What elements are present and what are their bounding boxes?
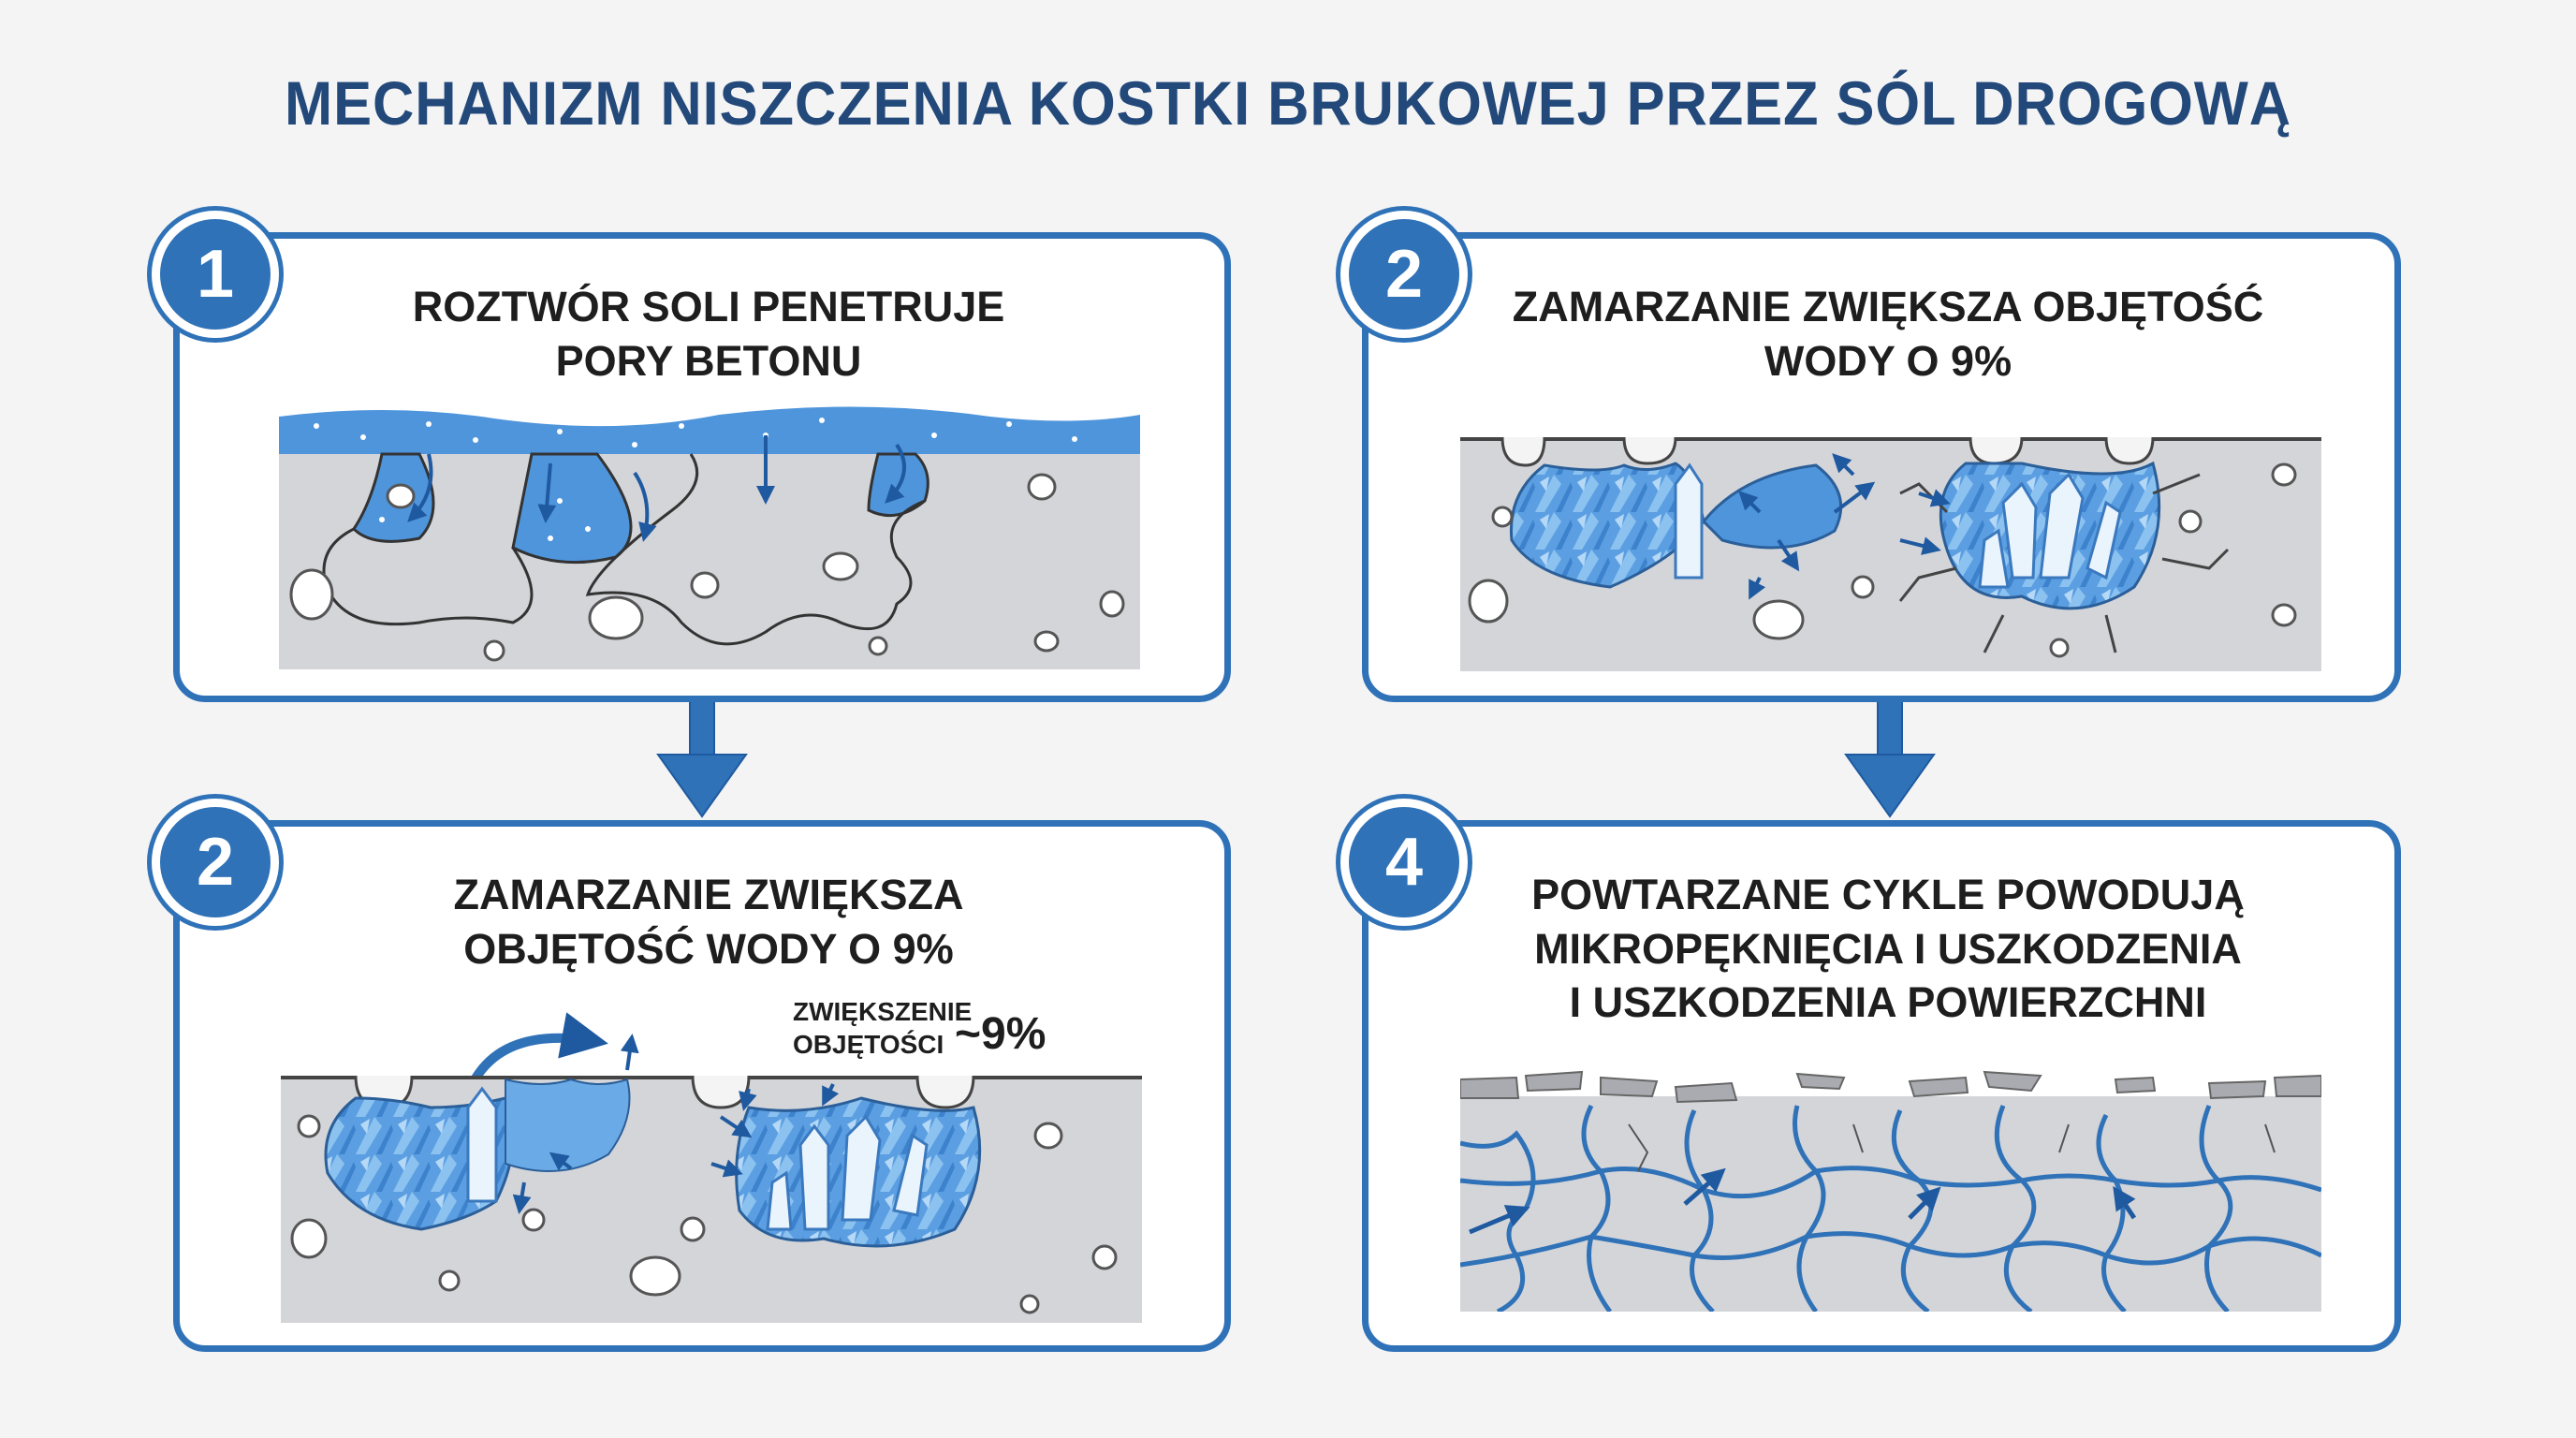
panel-3-title: ZAMARZANIE ZWIĘKSZA OBJĘTOŚĆ WODY O 9% xyxy=(453,871,964,973)
step-number-badge: 2 xyxy=(152,799,279,926)
panel-2-title: ZAMARZANIE ZWIĘKSZA OBJĘTOŚĆ WODY O 9% xyxy=(1512,283,2264,385)
panel-4-title: POWTARZANE CYKLE POWODUJĄ MIKROPĘKNIĘCIA I USZKODZENIA I USZKODZENIA POWIERZCHNI xyxy=(1531,871,2245,1027)
volume-increase-label: ZWIĘKSZENIE OBJĘTOŚCI xyxy=(793,997,973,1059)
freezing-illustration xyxy=(1460,437,2321,671)
panel-step-1 xyxy=(173,232,1231,702)
ice-expansion-illustration xyxy=(281,1005,1142,1323)
step-number-badge: 2 xyxy=(1340,211,1468,338)
flow-arrow-down-icon xyxy=(651,693,754,824)
step-number-badge: 1 xyxy=(152,211,279,338)
panel-step-2 xyxy=(1362,232,2401,702)
salt-penetration-illustration xyxy=(279,398,1140,669)
step-number-badge: 4 xyxy=(1340,799,1468,926)
volume-increase-value: ~9% xyxy=(955,1009,1046,1059)
page-title: MECHANIZM NISZCZENIA KOSTKI BRUKOWEJ PRZEZ SÓL DROGOWĄ xyxy=(285,68,2291,138)
panel-step-3 xyxy=(173,820,1231,1352)
panel-step-4 xyxy=(1362,820,2401,1352)
microcracks-illustration xyxy=(1460,1068,2321,1312)
panel-1-title: ROZTWÓR SOLI PENETRUJE PORY BETONU xyxy=(412,283,1005,385)
flow-arrow-down-icon xyxy=(1838,693,1941,824)
